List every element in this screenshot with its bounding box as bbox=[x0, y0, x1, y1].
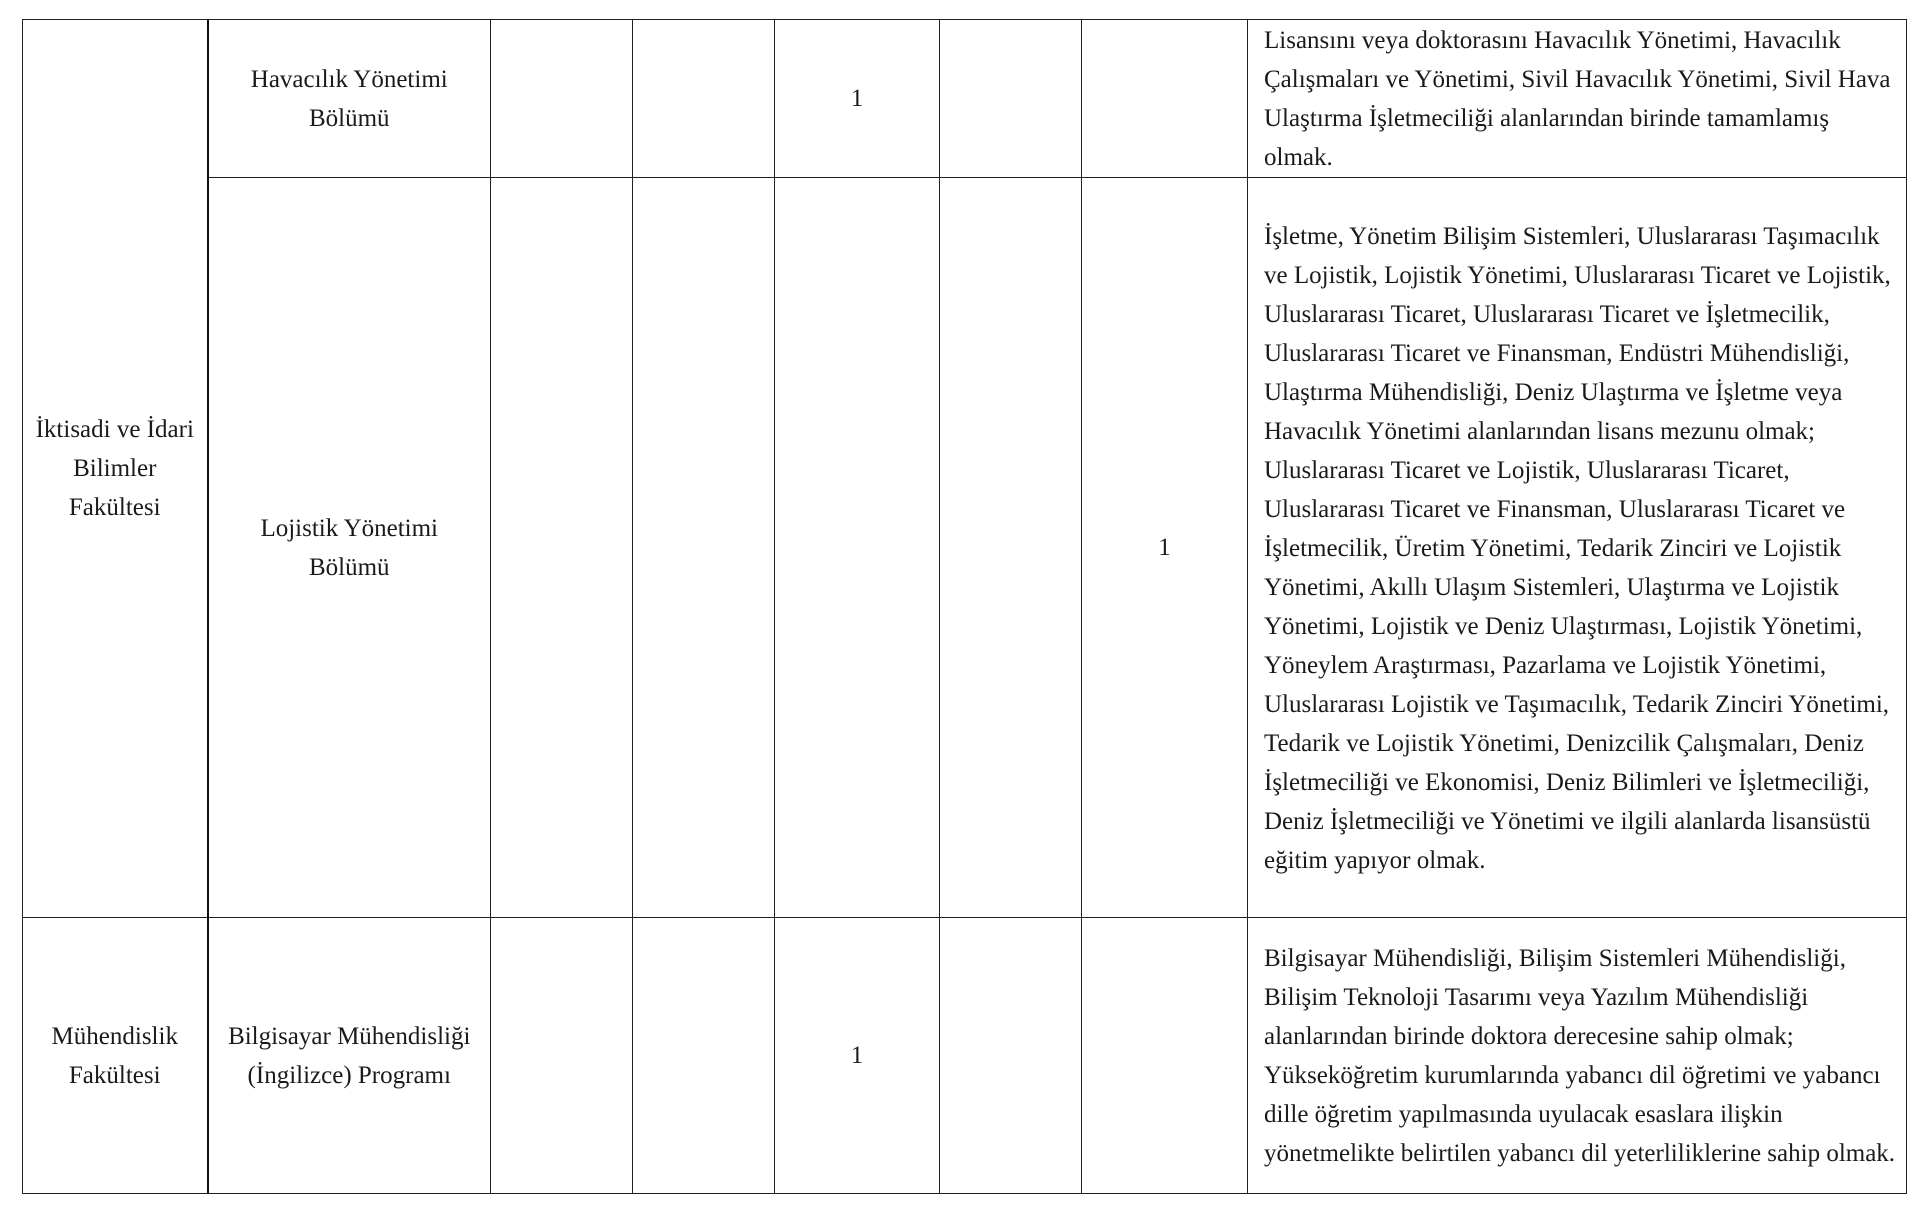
count-cell: 1 bbox=[775, 20, 940, 178]
count-cell bbox=[491, 918, 633, 1194]
count-cell bbox=[775, 178, 940, 918]
requirements-cell: Lisansını veya doktorasını Havacılık Yönetimi, Havacılık Çalışmaları ve Yönetimi, Sivil Havacılık Yönetimi, Sivil Hava Ulaştırma İşletmeciliği alanlarından birinde tamamlamış olmak. bbox=[1248, 20, 1907, 178]
department-cell: Lojistik Yönetimi Bölümü bbox=[208, 178, 491, 918]
count-cell bbox=[1082, 918, 1248, 1194]
table-row bbox=[23, 178, 1907, 918]
count-cell bbox=[940, 918, 1082, 1194]
count-cell bbox=[1082, 20, 1248, 178]
count-cell bbox=[491, 20, 633, 178]
table-row bbox=[23, 918, 1907, 1194]
count-cell bbox=[940, 20, 1082, 178]
requirements-cell: Bilgisayar Mühendisliği, Bilişim Sistemleri Mühendisliği, Bilişim Teknoloji Tasarımı veya Yazılım Mühendisliği alanlarından birinde doktora derecesine sahip olmak; Yükseköğretim kurumlarında yabancı dil öğretimi ve yabancı dille öğretim yapılmasında uyulacak esaslara ilişkin yönetmelikte belirtilen yabancı dil yeterliliklerine sahip olmak. bbox=[1248, 918, 1907, 1194]
count-cell: 1 bbox=[1082, 178, 1248, 918]
staff-requirements-table bbox=[22, 19, 1907, 1194]
count-cell bbox=[633, 20, 775, 178]
count-cell: 1 bbox=[775, 918, 940, 1194]
department-cell: Bilgisayar Mühendisliği (İngilizce) Programı bbox=[208, 918, 491, 1194]
count-cell bbox=[491, 178, 633, 918]
table-row bbox=[23, 20, 1907, 178]
requirements-cell: İşletme, Yönetim Bilişim Sistemleri, Uluslararası Taşımacılık ve Lojistik, Lojistik Yönetimi, Uluslararası Ticaret ve Lojistik, Uluslararası Ticaret, Uluslararası Ticaret ve İşletmecilik, Uluslararası Ticaret ve Finansman, Endüstri Mühendisliği, Ulaştırma Mühendisliği, Deniz Ulaştırma ve İşletme veya Havacılık Yönetimi alanlarından lisans mezunu olmak; Uluslararası Ticaret ve Lojistik, Uluslararası Ticaret, Uluslararası Ticaret ve Finansman, Uluslararası Ticaret ve İşletmecilik, Üretim Yönetimi, Tedarik Zinciri ve Lojistik Yönetimi, Akıllı Ulaşım Sistemleri, Ulaştırma ve Lojistik Yönetimi, Lojistik ve Deniz Ulaştırması, Lojistik Yönetimi, Yöneylem Araştırması, Pazarlama ve Lojistik Yönetimi, Uluslararası Lojistik ve Taşımacılık, Tedarik Zinciri Yönetimi, Tedarik ve Lojistik Yönetimi, Denizcilik Çalışmaları, Deniz İşletmeciliği ve Ekonomisi, Deniz Bilimleri ve İşletmeciliği, Deniz İşletmeciliği ve Yönetimi ve ilgili alanlarda lisansüstü eğitim yapıyor olmak. bbox=[1248, 178, 1907, 918]
count-cell bbox=[940, 178, 1082, 918]
faculty-cell: İktisadi ve İdari Bilimler Fakültesi bbox=[23, 20, 208, 918]
department-cell: Havacılık Yönetimi Bölümü bbox=[208, 20, 491, 178]
faculty-cell: Mühendislik Fakültesi bbox=[23, 918, 208, 1194]
count-cell bbox=[633, 178, 775, 918]
count-cell bbox=[633, 918, 775, 1194]
